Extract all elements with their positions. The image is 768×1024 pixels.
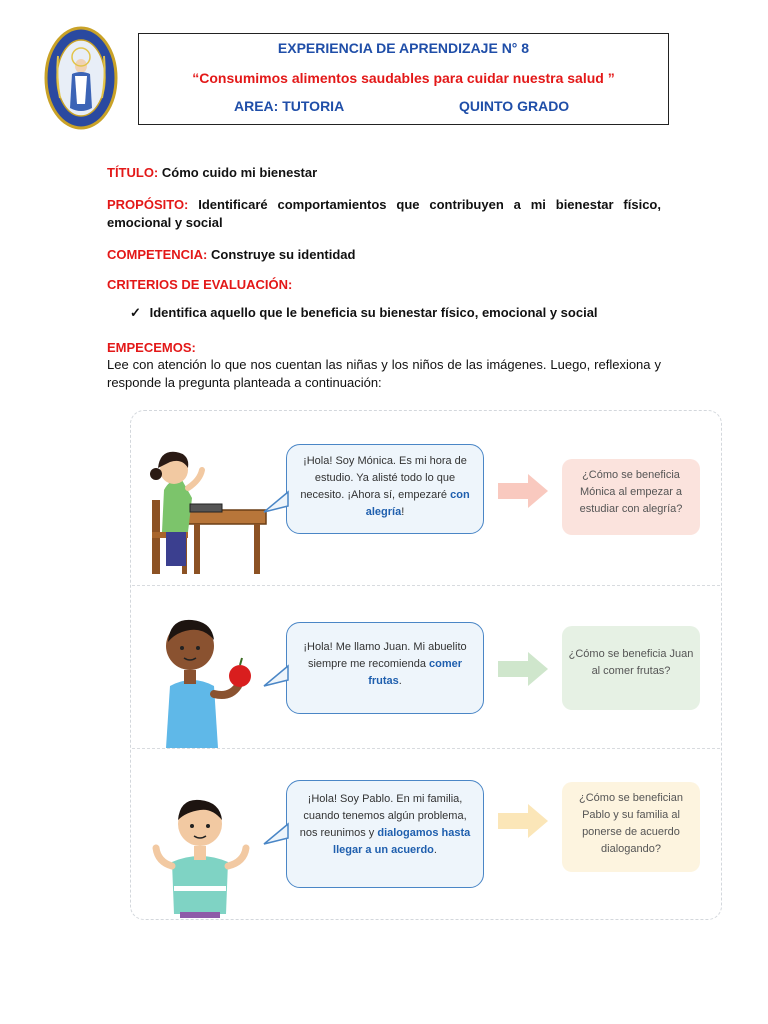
criterio-text: Identifica aquello que le beneficia su bienestar físico, emocional y social xyxy=(149,305,598,320)
speech-bubble-pablo xyxy=(286,780,484,888)
competencia-line xyxy=(107,246,661,264)
arrow-right-icon xyxy=(498,652,550,691)
speech-highlight: comer frutas xyxy=(368,658,463,687)
boy-with-apple-illustration xyxy=(160,612,260,753)
speech-bubble-monica xyxy=(286,444,484,534)
speech-highlight: dialogamos hasta llegar a un acuerdo xyxy=(333,827,471,856)
criterio-item xyxy=(130,305,598,321)
question-text: ¿Cómo se beneficia Juan al comer frutas? xyxy=(568,648,694,677)
criterios-line xyxy=(107,276,661,294)
proposito-label: PROPÓSITO: xyxy=(107,197,189,212)
speech-text: ¡Hola! Me llamo Juan. Mi abuelito siempre me recomienda xyxy=(303,641,467,670)
speech-end: ! xyxy=(401,506,405,518)
boy-talking-illustration xyxy=(150,790,254,923)
question-text: ¿Cómo se benefician Pablo y su familia al ponerse de acuerdo dialogando? xyxy=(579,792,683,855)
header-grade: QUINTO GRADO xyxy=(459,98,570,114)
criterios-label: CRITERIOS DE EVALUACIÓN: xyxy=(107,277,293,292)
header-quote: “Consumimos alimentos saudables para cuidar nuestra salud ” xyxy=(192,70,615,86)
checkmark-icon: ✓ xyxy=(130,305,141,320)
arrow-right-icon xyxy=(498,474,550,513)
panel-divider xyxy=(132,585,720,586)
question-box-monica xyxy=(562,459,700,535)
proposito-value: Identificaré comportamientos que contribuyen a mi bienestar físico, emocional y social xyxy=(107,197,661,230)
question-text: ¿Cómo se beneficia Mónica al empezar a estudiar con alegría? xyxy=(579,469,683,515)
titulo-value: Cómo cuido mi bienestar xyxy=(158,165,318,180)
proposito-line xyxy=(107,196,661,232)
question-box-pablo xyxy=(562,782,700,872)
question-box-juan xyxy=(562,626,700,710)
header-title: EXPERIENCIA DE APRENDIZAJE N° 8 xyxy=(277,40,530,56)
arrow-right-icon xyxy=(498,804,550,843)
header-box xyxy=(138,33,669,125)
titulo-line xyxy=(107,164,661,182)
school-logo xyxy=(44,26,118,130)
empecemos-label: EMPECEMOS: xyxy=(107,340,196,355)
empecemos-text: Lee con atención lo que nos cuentan las niñas y los niños de las imágenes. Luego, reflexiona y responde la pregunta planteada a continuación: xyxy=(107,357,661,390)
competencia-label: COMPETENCIA: xyxy=(107,247,208,262)
header-area: AREA: TUTORIA xyxy=(234,98,345,114)
speech-highlight: con alegría xyxy=(365,489,470,518)
speech-text: ¡Hola! Soy Mónica. Es mi hora de estudio. Ya alisté todo lo que necesito. ¡Ahora sí, empezaré xyxy=(300,455,467,501)
speech-end: . xyxy=(398,675,402,687)
titulo-label: TÍTULO: xyxy=(107,165,159,180)
speech-text: ¡Hola! Soy Pablo. En mi familia, cuando tenemos algún problema, nos reunimos y xyxy=(299,793,467,839)
competencia-value: Construye su identidad xyxy=(207,247,356,262)
girl-studying-illustration xyxy=(148,440,268,585)
speech-bubble-juan xyxy=(286,622,484,714)
speech-end: . xyxy=(433,844,437,856)
